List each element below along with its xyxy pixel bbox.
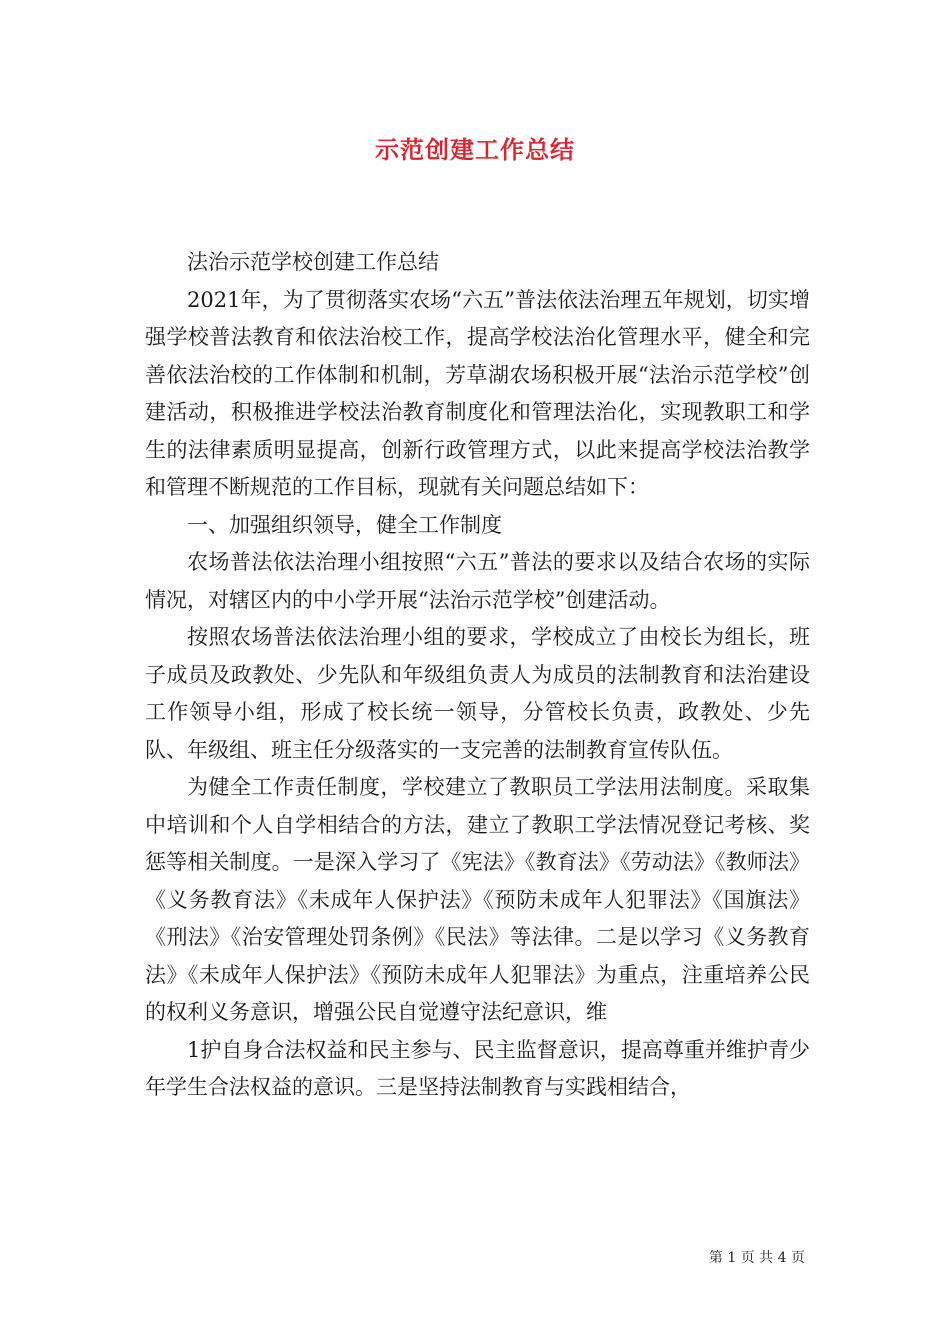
paragraph-intro: 2021年，为了贯彻落实农场“六五”普法依法治理五年规划，切实增强学校普法教育和依法治校工作，提高学校法治化管理水平，健全和完善依法治校的工作体制和机制，芳草湖农场积极开展“法治示范学校”创建活动，积极推进学校法治教育制度化和管理法治化，实现教职工和学生的法律素质明显提高，创新行政管理方式，以此来提高学校法治教学和管理不断规范的工作目标，现就有关问题总结如下： <box>145 287 810 499</box>
paragraph: 1护自身合法权益和民主参与、民主监督意识，提高尊重并维护青少年学生合法权益的意识。三是坚持法制教育与实践相结合， <box>145 1037 810 1099</box>
page-number: 第 1 页 共 4 页 <box>708 1250 805 1266</box>
section-heading-1: 一、加强组织领导，健全工作制度 <box>187 512 502 537</box>
paragraph: 按照农场普法依法治理小组的要求，学校成立了由校长为组长，班子成员及政教处、少先队和年级组负责人为成员的法制教育和法治建设工作领导小组，形成了校长统一领导，分管校长负责，政教处、少先队、年级组、班主任分级落实的一支完善的法制教育宣传队伍。 <box>145 625 810 762</box>
document-body <box>145 244 810 1107</box>
document-title: 示范创建工作总结 <box>375 135 575 164</box>
paragraph: 农场普法依法治理小组按照“六五”普法的要求以及结合农场的实际情况，对辖区内的中小学开展“法治示范学校”创建活动。 <box>145 550 810 612</box>
paragraph: 为健全工作责任制度，学校建立了教职员工学法用法制度。采取集中培训和个人自学相结合的方法，建立了教职工学法情况登记考核、奖惩等相关制度。一是深入学习了《宪法》《教育法》《劳动法》《教师法》《义务教育法》《未成年人保护法》《预防未成年人犯罪法》《国旗法》《刑法》《治安管理处罚条例》《民法》等法律。二是以学习《义务教育法》《未成年人保护法》《预防未成年人犯罪法》为重点，注重培养公民的权利义务意识，增强公民自觉遵守法纪意识，维 <box>145 775 810 1024</box>
paragraph-subtitle: 法治示范学校创建工作总结 <box>187 250 439 274</box>
